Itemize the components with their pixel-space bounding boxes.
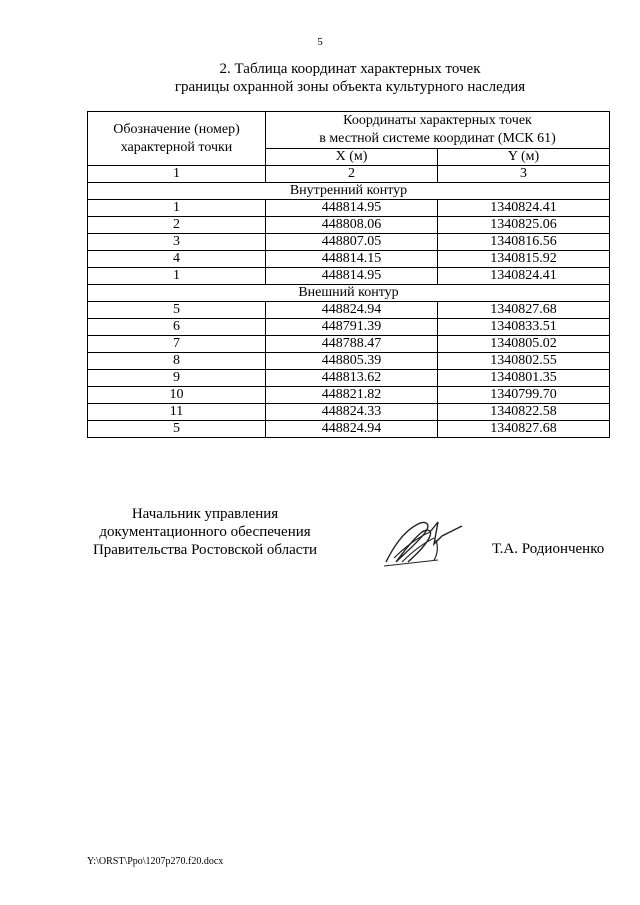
signer-title-line-1: Начальник управления — [131, 506, 279, 522]
cell-y: 1340816.56 — [438, 234, 610, 251]
section-title-row — [88, 183, 610, 200]
cell-point: 4 — [88, 251, 266, 268]
table-row — [88, 251, 610, 268]
cell-x: 448814.95 — [266, 200, 438, 217]
cell-y: 1340833.51 — [438, 319, 610, 336]
table-row — [88, 234, 610, 251]
cell-y: 1340824.41 — [438, 268, 610, 285]
column-number-3: 3 — [438, 166, 610, 183]
header-coordinates-line-1: Координаты характерных точек — [343, 113, 532, 128]
cell-y: 1340827.68 — [438, 421, 610, 438]
signature-block — [89, 505, 321, 559]
cell-x: 448824.33 — [266, 404, 438, 421]
cell-point: 8 — [88, 353, 266, 370]
cell-x: 448788.47 — [266, 336, 438, 353]
cell-point: 2 — [88, 217, 266, 234]
cell-point: 1 — [88, 200, 266, 217]
table-row — [88, 404, 610, 421]
table-row — [88, 387, 610, 404]
cell-y: 1340827.68 — [438, 302, 610, 319]
document-title — [60, 60, 640, 96]
table-body — [88, 183, 610, 438]
cell-point: 3 — [88, 234, 266, 251]
table-row — [88, 421, 610, 438]
header-y: Y (м) — [438, 149, 610, 166]
table-row — [88, 336, 610, 353]
table-row — [88, 268, 610, 285]
title-line-1: 2. Таблица координат характерных точек — [219, 61, 481, 77]
cell-point: 7 — [88, 336, 266, 353]
cell-x: 448824.94 — [266, 421, 438, 438]
cell-y: 1340824.41 — [438, 200, 610, 217]
table-row — [88, 353, 610, 370]
column-number-1: 1 — [88, 166, 266, 183]
column-number-2: 2 — [266, 166, 438, 183]
cell-y: 1340825.06 — [438, 217, 610, 234]
cell-x: 448805.39 — [266, 353, 438, 370]
section-title: Внешний контур — [88, 285, 610, 302]
cell-x: 448824.94 — [266, 302, 438, 319]
page-number: 5 — [317, 36, 323, 48]
cell-x: 448808.06 — [266, 217, 438, 234]
cell-x: 448814.95 — [266, 268, 438, 285]
cell-x: 448821.82 — [266, 387, 438, 404]
header-x: X (м) — [266, 149, 438, 166]
header-point-designation: Обозначение (номер) характерной точки — [88, 112, 266, 166]
cell-point: 5 — [88, 421, 266, 438]
table-row — [88, 319, 610, 336]
section-title: Внутренний контур — [88, 183, 610, 200]
section-title-row — [88, 285, 610, 302]
table-row — [88, 370, 610, 387]
cell-y: 1340801.35 — [438, 370, 610, 387]
signer-name: Т.А. Родионченко — [492, 541, 605, 557]
signer-title-line-3: Правительства Ростовской области — [92, 542, 318, 558]
cell-y: 1340805.02 — [438, 336, 610, 353]
cell-x: 448814.15 — [266, 251, 438, 268]
title-line-2: границы охранной зоны объекта культурного наследия — [174, 79, 526, 95]
cell-x: 448791.39 — [266, 319, 438, 336]
cell-y: 1340799.70 — [438, 387, 610, 404]
cell-y: 1340802.55 — [438, 353, 610, 370]
table-row — [88, 200, 610, 217]
cell-point: 6 — [88, 319, 266, 336]
table-row — [88, 217, 610, 234]
header-coordinates-line-2: в местной системе координат (МСК 61) — [319, 131, 556, 146]
file-path: Y:\ORST\Ppo\1207p270.f20.docx — [87, 856, 224, 867]
cell-point: 11 — [88, 404, 266, 421]
header-coordinates — [266, 112, 610, 149]
cell-x: 448813.62 — [266, 370, 438, 387]
table-row — [88, 302, 610, 319]
cell-point: 9 — [88, 370, 266, 387]
cell-point: 5 — [88, 302, 266, 319]
signer-title-line-2: документационного обеспечения — [99, 524, 311, 540]
cell-point: 10 — [88, 387, 266, 404]
cell-x: 448807.05 — [266, 234, 438, 251]
cell-point: 1 — [88, 268, 266, 285]
cell-y: 1340822.58 — [438, 404, 610, 421]
handwritten-signature — [372, 510, 468, 574]
cell-y: 1340815.92 — [438, 251, 610, 268]
coordinates-table — [87, 111, 610, 438]
